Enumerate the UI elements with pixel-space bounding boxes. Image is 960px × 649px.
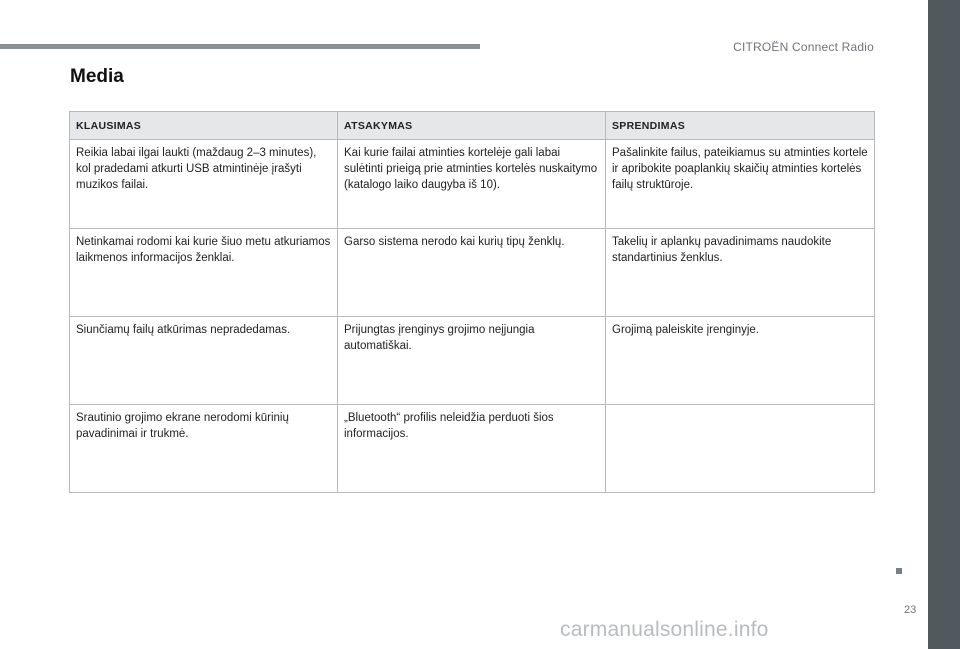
question-cell: Siunčiamų failų atkūrimas nepradedamas. <box>70 317 338 405</box>
column-header-solution: SPRENDIMAS <box>606 112 875 140</box>
running-header: CITROËN Connect Radio <box>733 40 874 54</box>
question-cell: Reikia labai ilgai laukti (maždaug 2–3 minutes), kol pradedami atkurti USB atmintinėje įrašyti muzikos failai. <box>70 140 338 229</box>
faq-table <box>69 111 875 493</box>
right-sidebar <box>928 0 960 649</box>
column-header-answer: ATSAKYMAS <box>338 112 606 140</box>
table-row <box>70 317 875 405</box>
page-marker-square <box>896 568 902 574</box>
solution-cell: Pašalinkite failus, pateikiamus su atminties kortele ir apribokite poaplankių skaičių atminties kortelės failų struktūroje. <box>606 140 875 229</box>
solution-cell: Takelių ir aplankų pavadinimams naudokite standartinius ženklus. <box>606 229 875 317</box>
table-row <box>70 140 875 229</box>
page-title: Media <box>70 66 124 87</box>
answer-cell: „Bluetooth“ profilis neleidžia perduoti šios informacijos. <box>338 405 606 493</box>
solution-cell <box>606 405 875 493</box>
watermark: carmanualsonline.info <box>560 618 769 641</box>
answer-cell: Garso sistema nerodo kai kurių tipų ženklų. <box>338 229 606 317</box>
column-header-question: KLAUSIMAS <box>70 112 338 140</box>
table-row <box>70 405 875 493</box>
answer-cell: Prijungtas įrenginys grojimo neįjungia automatiškai. <box>338 317 606 405</box>
top-accent-bar <box>0 44 480 49</box>
question-cell: Netinkamai rodomi kai kurie šiuo metu atkuriamos laikmenos informacijos ženklai. <box>70 229 338 317</box>
question-cell: Srautinio grojimo ekrane nerodomi kūrinių pavadinimai ir trukmė. <box>70 405 338 493</box>
page-number: 23 <box>904 604 917 616</box>
answer-cell: Kai kurie failai atminties kortelėje gali labai sulėtinti prieigą prie atminties kortelės nuskaitymo (katalogo laiko daugyba iš 10). <box>338 140 606 229</box>
table-row <box>70 229 875 317</box>
solution-cell: Grojimą paleiskite įrenginyje. <box>606 317 875 405</box>
table-header-row <box>70 112 875 140</box>
